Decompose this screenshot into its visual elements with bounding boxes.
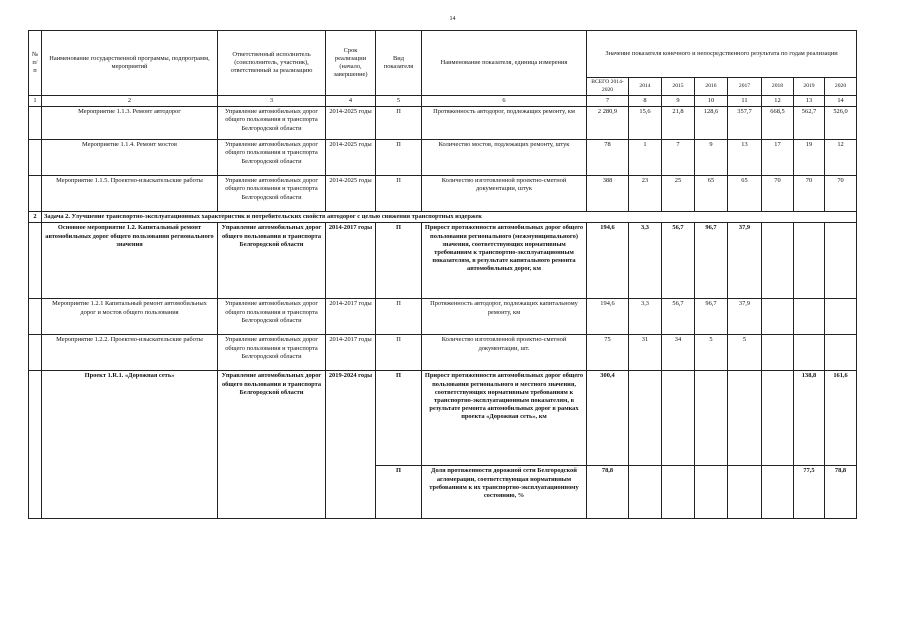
cell-value: 357,7	[728, 107, 762, 140]
header-indicator: Наименование показателя, единица измерения	[422, 31, 587, 96]
column-number: 6	[422, 96, 587, 107]
cell-name: Основное мероприятие 1.2. Капитальный ремонт автомобильных дорог общего пользования регионального значения	[42, 223, 218, 299]
header-year: 2018	[762, 78, 794, 96]
cell-value: 25	[662, 176, 695, 212]
cell-value: 21,8	[662, 107, 695, 140]
column-number: 4	[326, 96, 376, 107]
header-type: Вид показателя	[376, 31, 422, 96]
cell-value: 5	[695, 335, 728, 371]
cell-value: 65	[695, 176, 728, 212]
cell-value: 70	[825, 176, 857, 212]
cell-type: П	[376, 140, 422, 176]
cell-value	[794, 299, 825, 335]
cell-value: 70	[794, 176, 825, 212]
cell-no	[29, 140, 42, 176]
cell-value: 31	[629, 335, 662, 371]
cell-indicator: Прирост протяженности автомобильных дорог общего пользования регионального и местного значения, соответствующих нормативным требованиям к транспортно-эксплуатационным показателям, в результате ремонта автомобильных дорог в рамках проекта «Дорожная сеть», км	[422, 371, 587, 466]
cell-value: 668,5	[762, 107, 794, 140]
cell-executor: Управление автомобильных дорог общего пользования и транспорта Белгородской области	[218, 335, 326, 371]
cell-indicator: Протяженность автодорог, подлежащих капитальному ремонту, км	[422, 299, 587, 335]
column-number: 8	[629, 96, 662, 107]
column-number: 9	[662, 96, 695, 107]
cell-value: 96,7	[695, 299, 728, 335]
cell-name: Мероприятие 1.1.4. Ремонт мостов	[42, 140, 218, 176]
task-number: 2	[29, 212, 42, 223]
cell-value: 37,9	[728, 299, 762, 335]
cell-value: 19	[794, 140, 825, 176]
cell-value	[728, 466, 762, 519]
cell-no	[29, 371, 42, 519]
column-number: 5	[376, 96, 422, 107]
cell-executor: Управление автомобильных дорог общего пользования и транспорта Белгородской области	[218, 371, 326, 519]
header-year: 2014	[629, 78, 662, 96]
cell-term: 2014-2017 годы	[326, 299, 376, 335]
cell-no	[29, 107, 42, 140]
column-number: 2	[42, 96, 218, 107]
task-title: Задача 2. Улучшение транспортно-эксплуатационных характеристик и потребительских свойств автодорог с целью снижения транспортных издержек	[42, 212, 857, 223]
cell-value	[629, 371, 662, 466]
cell-value: 77,5	[794, 466, 825, 519]
cell-value: 2 280,9	[587, 107, 629, 140]
cell-executor: Управление автомобильных дорог общего пользования и транспорта Белгородской области	[218, 140, 326, 176]
column-number: 1	[29, 96, 42, 107]
header-term: Срок реализации (начало, завершение)	[326, 31, 376, 96]
cell-indicator: Количество изготовленной проектно-сметной документации, шт.	[422, 335, 587, 371]
cell-value: 3,3	[629, 299, 662, 335]
column-number: 12	[762, 96, 794, 107]
cell-no	[29, 335, 42, 371]
cell-name: Мероприятие 1.1.5. Проектно-изыскательские работы	[42, 176, 218, 212]
cell-value	[662, 466, 695, 519]
column-number: 14	[825, 96, 857, 107]
cell-indicator: Прирост протяженности автомобильных дорог общего пользования регионального (межмуниципального) значения, соответствующих нормативным требованиям к транспортно-эксплуатационным показателям, в результате капитального ремонта автомобильных дорог, км	[422, 223, 587, 299]
header-year: 2020	[825, 78, 857, 96]
cell-value	[825, 335, 857, 371]
cell-value: 5	[728, 335, 762, 371]
cell-term: 2014-2025 годы	[326, 140, 376, 176]
cell-value: 194,6	[587, 299, 629, 335]
cell-type: П	[376, 466, 422, 519]
cell-value	[825, 223, 857, 299]
cell-no	[29, 176, 42, 212]
table-row	[29, 299, 857, 335]
cell-value: 15,6	[629, 107, 662, 140]
cell-value: 78	[587, 140, 629, 176]
cell-executor: Управление автомобильных дорог общего пользования и транспорта Белгородской области	[218, 299, 326, 335]
page-number: 14	[449, 16, 456, 22]
cell-value: 12	[825, 140, 857, 176]
cell-value: 78,8	[825, 466, 857, 519]
cell-term: 2014-2025 годы	[326, 107, 376, 140]
cell-type: П	[376, 335, 422, 371]
cell-type: П	[376, 299, 422, 335]
cell-value	[794, 223, 825, 299]
cell-executor: Управление автомобильных дорог общего пользования и транспорта Белгородской области	[218, 107, 326, 140]
column-number: 7	[587, 96, 629, 107]
cell-value	[762, 299, 794, 335]
cell-value: 37,9	[728, 223, 762, 299]
cell-type: П	[376, 223, 422, 299]
cell-no	[29, 223, 42, 299]
cell-executor: Управление автомобильных дорог общего пользования и транспорта Белгородской области	[218, 223, 326, 299]
cell-value	[825, 299, 857, 335]
task-row	[29, 212, 857, 223]
cell-value: 7	[662, 140, 695, 176]
column-number: 10	[695, 96, 728, 107]
cell-value	[762, 335, 794, 371]
cell-indicator: Протяженность автодорог, подлежащих ремонту, км	[422, 107, 587, 140]
cell-no	[29, 299, 42, 335]
cell-value: 138,8	[794, 371, 825, 466]
header-name: Наименование государственной программы, подпрограмм, мероприятий	[42, 31, 218, 96]
table-row-project	[29, 371, 857, 466]
column-number: 3	[218, 96, 326, 107]
cell-value	[762, 223, 794, 299]
table-body-task1	[29, 107, 857, 212]
cell-term: 2014-2025 годы	[326, 176, 376, 212]
cell-type: П	[376, 176, 422, 212]
column-number: 11	[728, 96, 762, 107]
table-row	[29, 176, 857, 212]
cell-term: 2014-2017 годы	[326, 335, 376, 371]
cell-value: 78,8	[587, 466, 629, 519]
cell-type: П	[376, 107, 422, 140]
cell-value: 13	[728, 140, 762, 176]
cell-value: 34	[662, 335, 695, 371]
cell-name: Проект 1.R.1. «Дорожная сеть»	[42, 371, 218, 519]
table-row	[29, 140, 857, 176]
cell-indicator: Доля протяженности дорожной сети Белгородской агломерации, соответствующая нормативным требованиям к их транспортно-эксплуатационному состоянию, %	[422, 466, 587, 519]
cell-value	[794, 335, 825, 371]
header-year: 2016	[695, 78, 728, 96]
cell-value: 23	[629, 176, 662, 212]
cell-term: 2019-2024 годы	[326, 371, 376, 519]
cell-value: 3,3	[629, 223, 662, 299]
cell-executor: Управление автомобильных дорог общего пользования и транспорта Белгородской области	[218, 176, 326, 212]
cell-value	[695, 466, 728, 519]
cell-value: 65	[728, 176, 762, 212]
table-row	[29, 107, 857, 140]
results-table	[28, 30, 857, 519]
cell-value: 194,6	[587, 223, 629, 299]
header-executor: Ответственный исполнитель (соисполнитель, участник), ответственный за реализацию	[218, 31, 326, 96]
table-body-task2	[29, 223, 857, 371]
cell-value: 75	[587, 335, 629, 371]
cell-value: 56,7	[662, 223, 695, 299]
cell-value	[695, 371, 728, 466]
cell-value: 526,0	[825, 107, 857, 140]
cell-value: 56,7	[662, 299, 695, 335]
cell-value	[728, 371, 762, 466]
header-year: 2015	[662, 78, 695, 96]
cell-value	[662, 371, 695, 466]
header-year: 2019	[794, 78, 825, 96]
cell-value: 161,6	[825, 371, 857, 466]
column-number: 13	[794, 96, 825, 107]
cell-value: 562,7	[794, 107, 825, 140]
cell-value: 1	[629, 140, 662, 176]
cell-value	[629, 466, 662, 519]
table-row	[29, 335, 857, 371]
cell-value: 128,6	[695, 107, 728, 140]
header-year: 2017	[728, 78, 762, 96]
header-year: ВСЕГО 2014-2020	[587, 78, 629, 96]
cell-value: 17	[762, 140, 794, 176]
column-number-row	[29, 96, 857, 107]
cell-value: 70	[762, 176, 794, 212]
cell-name: Мероприятие 1.2.1 Капитальный ремонт автомобильных дорог и мостов общего пользования	[42, 299, 218, 335]
header-no: № п/п	[29, 31, 42, 96]
cell-name: Мероприятие 1.1.3. Ремонт автодорог	[42, 107, 218, 140]
cell-value: 300,4	[587, 371, 629, 466]
cell-indicator: Количество изготовленной проектно-сметной документации, штук	[422, 176, 587, 212]
cell-value	[762, 466, 794, 519]
header-values: Значение показателя конечного и непосредственного результата по годам реализации	[587, 31, 857, 78]
table-row	[29, 223, 857, 299]
cell-type: П	[376, 371, 422, 466]
cell-indicator: Количество мостов, подлежащих ремонту, штук	[422, 140, 587, 176]
cell-value: 9	[695, 140, 728, 176]
cell-term: 2014-2017 годы	[326, 223, 376, 299]
cell-value	[762, 371, 794, 466]
cell-value: 96,7	[695, 223, 728, 299]
cell-value: 388	[587, 176, 629, 212]
cell-name: Мероприятие 1.2.2. Проектно-изыскательские работы	[42, 335, 218, 371]
